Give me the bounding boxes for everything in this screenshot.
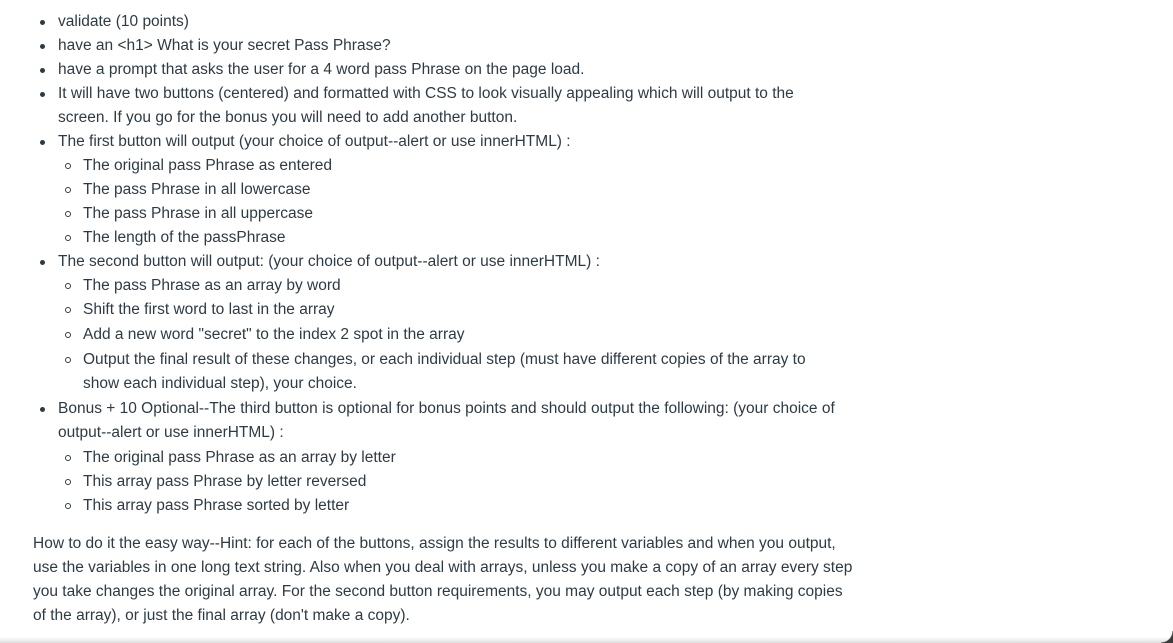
sublist-item: The original pass Phrase as an array by letter <box>58 446 843 470</box>
bottom-edge-shadow <box>0 637 1173 643</box>
sublist-item: Output the final result of these changes, or each individual step (must have different copies of the array to show each individual step), your choice. <box>58 348 843 396</box>
list-item <box>0 130 858 250</box>
list-item-text: The second button will output: (your choice of output--alert or use innerHTML) : <box>58 253 600 270</box>
hint-paragraph: How to do it the easy way--Hint: for each of the buttons, assign the results to different variables and when you output, use the variables in one long text string. Also when you deal with arrays, unless you make a copy of an array every step you take changes the original array. For the second button requirements, you may output each step (by making copies of the array), or just the final array (don't make a copy). <box>33 535 853 624</box>
requirements-list <box>0 10 868 518</box>
sublist-item: The pass Phrase in all lowercase <box>58 178 843 202</box>
list-item-text: Bonus + 10 Optional--The third button is optional for bonus points and should output the following: (your choice of output--alert or use innerHTML) : <box>58 400 835 441</box>
list-item <box>0 250 858 396</box>
sublist-item: The pass Phrase in all uppercase <box>58 202 843 226</box>
list-item: have an <h1> What is your secret Pass Phrase? <box>0 34 858 58</box>
sublist-item: The length of the passPhrase <box>58 226 843 250</box>
sublist-item: This array pass Phrase sorted by letter <box>58 494 843 518</box>
sublist-item: The original pass Phrase as entered <box>58 154 843 178</box>
first-button-sublist <box>58 154 858 250</box>
list-item: have a prompt that asks the user for a 4 word pass Phrase on the page load. <box>0 58 858 82</box>
list-item-text: The first button will output (your choice of output--alert or use innerHTML) : <box>58 133 571 150</box>
second-button-sublist <box>58 274 858 396</box>
list-item <box>0 397 868 518</box>
sublist-item: Shift the first word to last in the array <box>58 298 843 322</box>
sublist-item: The pass Phrase as an array by word <box>58 274 843 298</box>
window-corner <box>1161 631 1173 643</box>
bonus-button-sublist <box>58 446 868 518</box>
list-item: validate (10 points) <box>0 10 858 34</box>
sublist-item: Add a new word "secret" to the index 2 spot in the array <box>58 323 843 347</box>
list-item: It will have two buttons (centered) and formatted with CSS to look visually appealing which will output to the screen. If you go for the bonus you will need to add another button. <box>0 82 848 130</box>
sublist-item: This array pass Phrase by letter reversed <box>58 470 843 494</box>
